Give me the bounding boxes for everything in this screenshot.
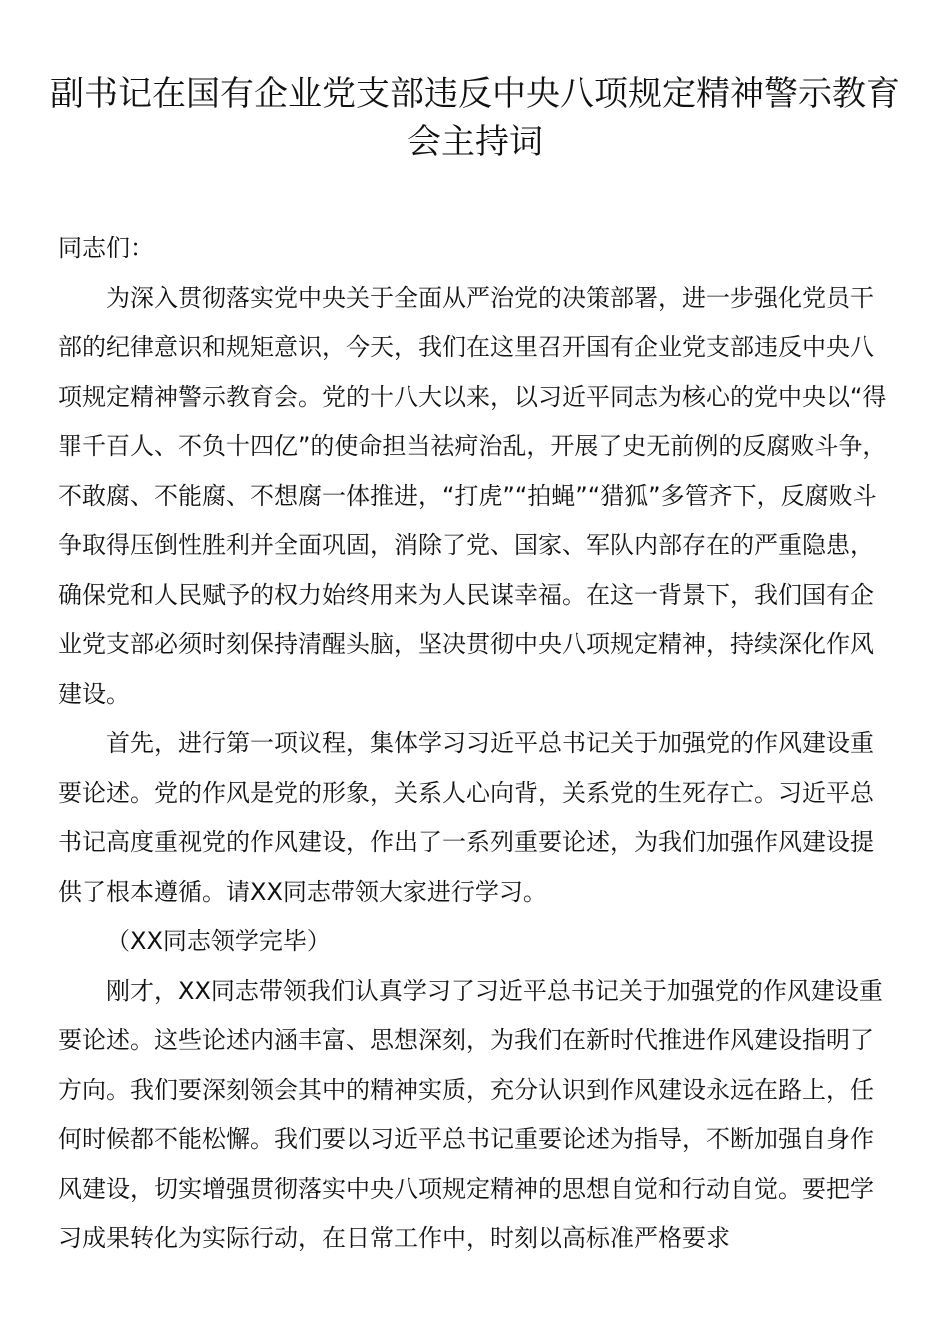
paragraph-2: 首先，进行第一项议程，集体学习习近平总书记关于加强党的作风建设重要论述。党的作风是党的形象，关系人心向背，关系党的生死存亡。习近平总书记高度重视党的作风建设，作出了一系列重要论述，为我们加强作风建设提供了根本遵循。请XX同志带领大家进行学习。 xyxy=(58,729,874,906)
salutation: 同志们： xyxy=(58,234,154,262)
paragraph-4: 刚才，XX同志带领我们认真学习了习近平总书记关于加强党的作风建设重要论述。这些论述内涵丰富、思想深刻，为我们在新时代推进作风建设指明了方向。我们要深刻领会其中的精神实质，充分认识到作风建设永远在路上，任何时候都不能松懈。我们要以习近平总书记重要论述为指导，不断加强自身作风建设，切实增强贯彻落实中央八项规定精神的思想自觉和行动自觉。要把学习成果转化为实际行动，在日常工作中，时刻以高标准严格要求 xyxy=(58,976,883,1252)
paragraph-3: （XX同志领学完毕） xyxy=(106,927,331,955)
document-title: 副书记在国有企业党支部违反中央八项规定精神警示教育会主持词 xyxy=(50,74,900,162)
paragraph-1: 为深入贯彻落实党中央关于全面从严治党的决策部署，进一步强化党员干部的纪律意识和规矩意识，今天，我们在这里召开国有企业党支部违反中央八项规定精神警示教育会。党的十八大以来，以习近平同志为核心的党中央以“得罪千百人、不负十四亿”的使命担当祛疴治乱，开展了史无前例的反腐败斗争，不敢腐、不能腐、不想腐一体推进，“打虎”“拍蝇”“猎狐”多管齐下，反腐败斗争取得压倒性胜利并全面巩固，消除了党、国家、军队内部存在的严重隐患，确保党和人民赋予的权力始终用来为人民谋幸福。在这一背景下，我们国有企业党支部必须时刻保持清醒头脑，坚决贯彻中央八项规定精神，持续深化作风建设。 xyxy=(58,283,887,708)
document-body xyxy=(58,224,892,1264)
